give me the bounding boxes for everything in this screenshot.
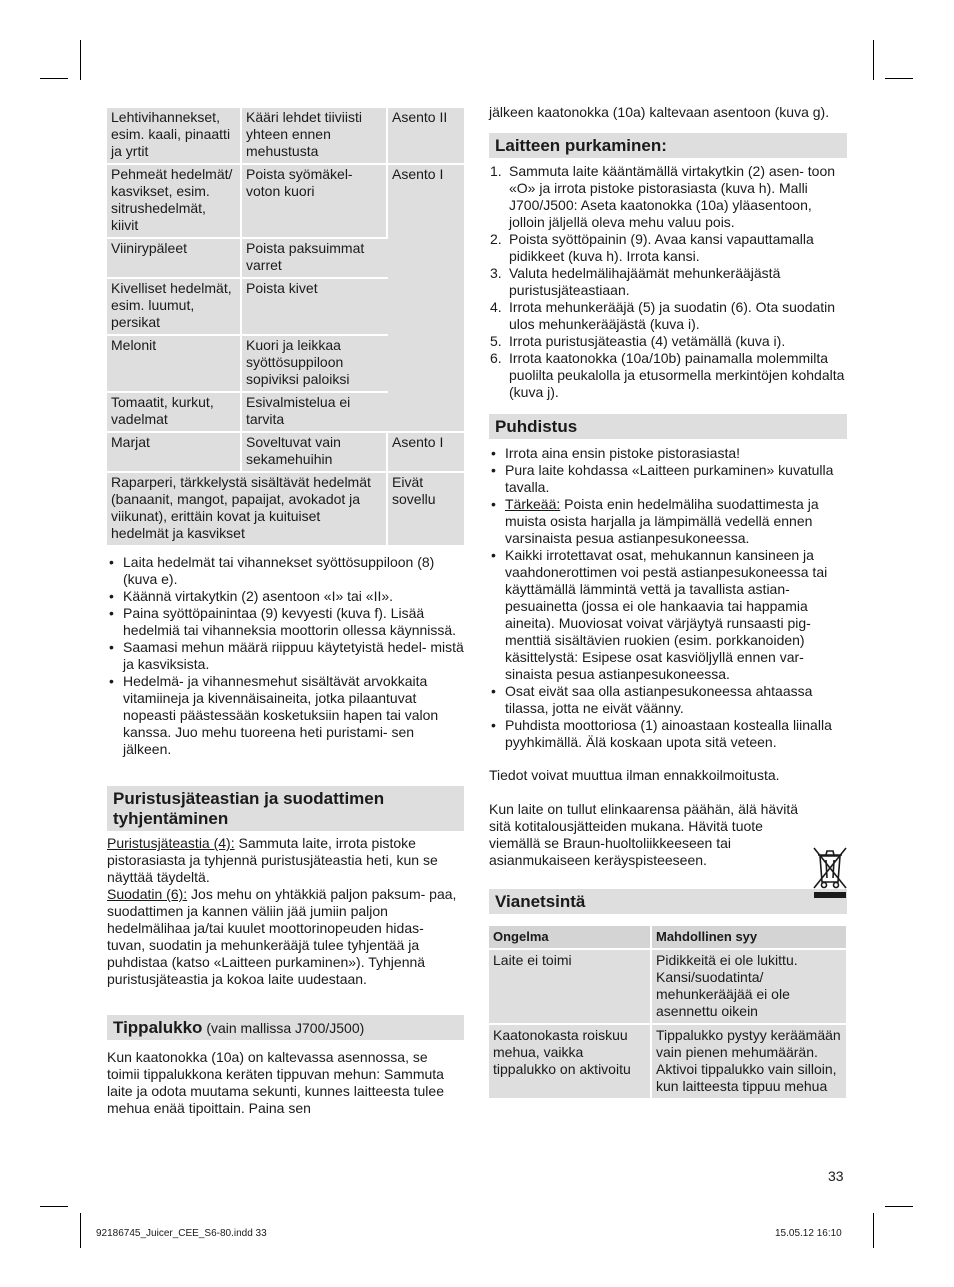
list-item: [490, 231, 847, 265]
footer-timestamp: 15.05.12 16:10: [775, 1228, 842, 1239]
list-item: • Hedelmä- ja vihannesmehut sisältävät arvokkaita vitamiineja ja kivennäisaineita, jotka pilaantuvat nopeasti päästessään kosketuksiin hapen tai valon kanssa. Juo mehu tuoreena heti puristami- sen jälkeen.: [123, 673, 464, 758]
wheelie-bin-crossed-icon: [812, 846, 848, 898]
cleaning-bullet-list: [489, 445, 847, 751]
step-text: Irrota kaatonokka (10a/10b) painamalla molemmilta puolilta peukalolla ja etusormella merkintöjen kohdalta (kuva j).: [509, 350, 845, 400]
list-item: [490, 265, 847, 299]
footer-file-info: 92186745_Juicer_CEE_S6-80.indd 33: [96, 1228, 267, 1239]
section-heading-emptying: Puristusjäteastian ja suodattimen tyhjentäminen: [107, 786, 464, 831]
troubleshooting-table: [489, 926, 846, 1100]
list-item: • Kaikki irrotettavat osat, mehukannun kansineen ja vaahdonerottimen voi pestä astianpesukoneessa tai käyttämällä lämmintä vettä ja tavallista astian- pesuainetta (jossa ei ole hankaavia tai happamia aineita). Muoviosat voivat värjäytyä runsaasti pig- menttiä sisältävien ruokien (esim. porkkanoiden) käsittelystä: Esipese osat kasviöljyllä ennen var- sinaista pesua astianpesukoneessa.: [505, 547, 847, 683]
step-text: Valuta hedelmälihajäämät mehunkerääjästä puristusjäteastiaan.: [509, 265, 781, 298]
table-cell-prep: Kuori ja leikkaa syöttösuppiloon sopiviksi paloiksi: [242, 336, 388, 393]
step-number: 3.: [490, 265, 502, 281]
list-item: • Käännä virtakytkin (2) asentoon «I» tai «II».: [123, 588, 464, 605]
table-row: [489, 1025, 846, 1100]
table-cell-food: Raparperi, tärkkelystä sisältävät hedelmät (banaanit, mangot, papaijat, avokadot ja viikunat), erittäin kovat ja kuituiset hedelmät ja kasvikset: [107, 473, 388, 547]
paragraph-filter: [107, 886, 464, 988]
crop-mark: [80, 40, 81, 80]
table-row: [489, 950, 846, 1025]
table-cell-prep: Soveltuvat vain sekamehuihin: [242, 433, 388, 473]
list-item: • Irrota aina ensin pistoke pistorasiasta!: [505, 445, 847, 462]
paragraph-text: Sammuta laite, irrota pistoke pistorasiasta ja tyhjennä puristusjäteastia heti, kun se näyttää täydeltä.: [107, 835, 438, 885]
step-number: 6.: [490, 350, 502, 366]
step-text: Poista syöttöpainin (9). Avaa kansi vapauttamalla pidikkeet (kuva h). Irrota kansi.: [509, 231, 814, 264]
crop-mark: [885, 78, 913, 79]
table-cell-food: Viinirypäleet: [107, 239, 242, 279]
label: Suodatin (6):: [107, 886, 188, 902]
section-heading-cleaning: Puhdistus: [489, 414, 847, 439]
crop-mark: [885, 1206, 913, 1207]
table-row: [107, 108, 464, 165]
table-cell-food: Melonit: [107, 336, 242, 393]
step-text: Irrota mehunkerääjä (5) ja suodatin (6). Ota suodatin ulos mehunkerääjästä (kuva i).: [509, 299, 836, 332]
list-item: • Osat eivät saa olla astianpesukoneessa ahtaassa tilassa, jotta ne eivät väänny.: [505, 683, 847, 717]
list-item: • Puhdista moottoriosa (1) ainoastaan kostealla liinalla pyyhkimällä. Älä koskaan upota sitä veteen.: [505, 717, 847, 751]
step-number: 2.: [490, 231, 502, 247]
list-item: [490, 163, 847, 231]
table-cell-cause: Tippalukko pystyy keräämään vain pienen mehumäärän. Aktivoi tippalukko vain silloin, kun laitteesta tippuu mehua: [652, 1025, 846, 1100]
section-heading-drip-stop: [107, 1015, 464, 1040]
table-cell-prep: Esivalmistelua ei tarvita: [242, 393, 388, 433]
table-cell-prep: Poista kivet: [242, 279, 388, 336]
list-item: • Saamasi mehun määrä riippuu käytetyistä hedel- mistä ja kasviksista.: [123, 639, 464, 673]
table-row: [107, 473, 464, 547]
disposal-text: Kun laite on tullut elinkaarensa päähän, älä hävitä sitä kotitalousjätteiden mukana. Hävitä tuote viemällä se Braun-huoltoliikkeeseen tai asianmukaiseen keräyspisteeseen.: [489, 801, 798, 868]
table-cell-setting: Asento I: [388, 165, 464, 433]
list-item: • Paina syöttöpainintaa (9) kevyesti (kuva f). Lisää hedelmiä tai vihanneksia moottorin ollessa käynnissä.: [123, 605, 464, 639]
crop-mark: [40, 1206, 68, 1207]
crop-mark: [80, 1213, 81, 1248]
crop-mark: [40, 78, 68, 79]
table-cell-food: Kivelliset hedelmät, esim. luumut, persikat: [107, 279, 242, 336]
column-header-problem: Ongelma: [489, 926, 652, 950]
table-cell-problem: Kaatonokasta roiskuu mehua, vaikka tippalukko on aktivoitu: [489, 1025, 652, 1100]
list-item: [490, 333, 847, 350]
crop-mark: [873, 1213, 874, 1248]
table-cell-cause: Pidikkeitä ei ole lukittu. Kansi/suodatinta/ mehunkerääjää ei ole asennettu oikein: [652, 950, 846, 1025]
step-number: 4.: [490, 299, 502, 315]
table-row: [107, 433, 464, 473]
paragraph-waste-container: [107, 835, 464, 886]
left-column: [107, 108, 464, 1117]
table-header-row: [489, 926, 846, 950]
table-cell-food: Pehmeät hedelmät/ kasvikset, esim. sitrushedelmät, kiivit: [107, 165, 242, 239]
table-cell-prep: Poista paksuimmat varret: [242, 239, 388, 279]
heading-note: (vain mallissa J700/J500): [202, 1020, 365, 1036]
step-text: Irrota puristusjäteastia (4) vetämällä (kuva i).: [509, 333, 786, 349]
right-column: [489, 104, 847, 1100]
list-item-text: Poista enin hedelmäliha suodattimesta ja muista osista harjalla ja lämpimällä vedellä ennen varsinaista pesua astianpesukoneessa.: [505, 496, 819, 546]
table-cell-prep: Poista syömäkel- voton kuori: [242, 165, 388, 239]
list-item: [490, 299, 847, 333]
paragraph-text: Jos mehu on yhtäkkiä paljon paksum- paa, suodattimen ja kannen väliin jää jumiin paljon hedelmälihaa ja/tai kuulet moottorinopeuden hidas- tuvan, suodatin ja mehunkerääjä tulee tyhjentää ja puhdistaa (katso «Laitteen purkaminen»). Tyhjennä puristusjäteastia ja kokoa laite uudestaan.: [107, 886, 457, 987]
table-cell-food: Marjat: [107, 433, 242, 473]
label: Tärkeää:: [505, 496, 561, 512]
food-preparation-table: [107, 108, 464, 547]
table-cell-prep: Kääri lehdet tiiviisti yhteen ennen mehustusta: [242, 108, 388, 165]
table-row: [107, 165, 464, 239]
change-notice: Tiedot voivat muuttua ilman ennakkoilmoitusta.: [489, 767, 780, 783]
usage-bullet-list: [107, 554, 464, 758]
column-header-cause: Mahdollinen syy: [652, 926, 846, 950]
paragraph-drip-stop: Kun kaatonokka (10a) on kaltevassa asennossa, se toimii tippalukkona keräten tippuvan mehun: Sammuta laite ja odota muutama sekunti, kunnes laitteesta tulee mehua enää tipoittain. Paina sen: [107, 1049, 444, 1116]
page-number: 33: [828, 1168, 844, 1184]
step-number: 5.: [490, 333, 502, 349]
list-item: [505, 496, 847, 547]
section-heading-troubleshooting: Vianetsintä: [489, 889, 847, 914]
disassembly-steps: [489, 163, 847, 401]
step-text: Sammuta laite kääntämällä virtakytkin (2) asen- toon «O» ja irrota pistoke pistorasiasta (kuva h). Malli J700/J500: Aseta kaatonokka (10a) yläasentoon, jolloin jäljellä oleva mehu valuu pois.: [509, 163, 836, 230]
table-cell-setting: Asento II: [388, 108, 464, 165]
crop-mark: [873, 40, 874, 80]
table-cell-food: Tomaatit, kurkut, vadelmat: [107, 393, 242, 433]
list-item: [490, 350, 847, 401]
section-heading-disassembly: Laitteen purkaminen:: [489, 133, 847, 158]
list-item: • Laita hedelmät tai vihannekset syöttösuppiloon (8) (kuva e).: [123, 554, 464, 588]
paragraph-drip-continued: jälkeen kaatonokka (10a) kaltevaan asentoon (kuva g).: [489, 104, 830, 120]
table-cell-food: Lehtivihannekset, esim. kaali, pinaatti ja yrtit: [107, 108, 242, 165]
table-cell-problem: Laite ei toimi: [489, 950, 652, 1025]
table-cell-setting: Asento I: [388, 433, 464, 473]
table-cell-setting: Eivät sovellu: [388, 473, 464, 547]
list-item: • Pura laite kohdassa «Laitteen purkaminen» kuvatulla tavalla.: [505, 462, 847, 496]
step-number: 1.: [490, 163, 502, 179]
label: Puristusjäteastia (4):: [107, 835, 235, 851]
heading-text: Tippalukko: [113, 1018, 203, 1037]
